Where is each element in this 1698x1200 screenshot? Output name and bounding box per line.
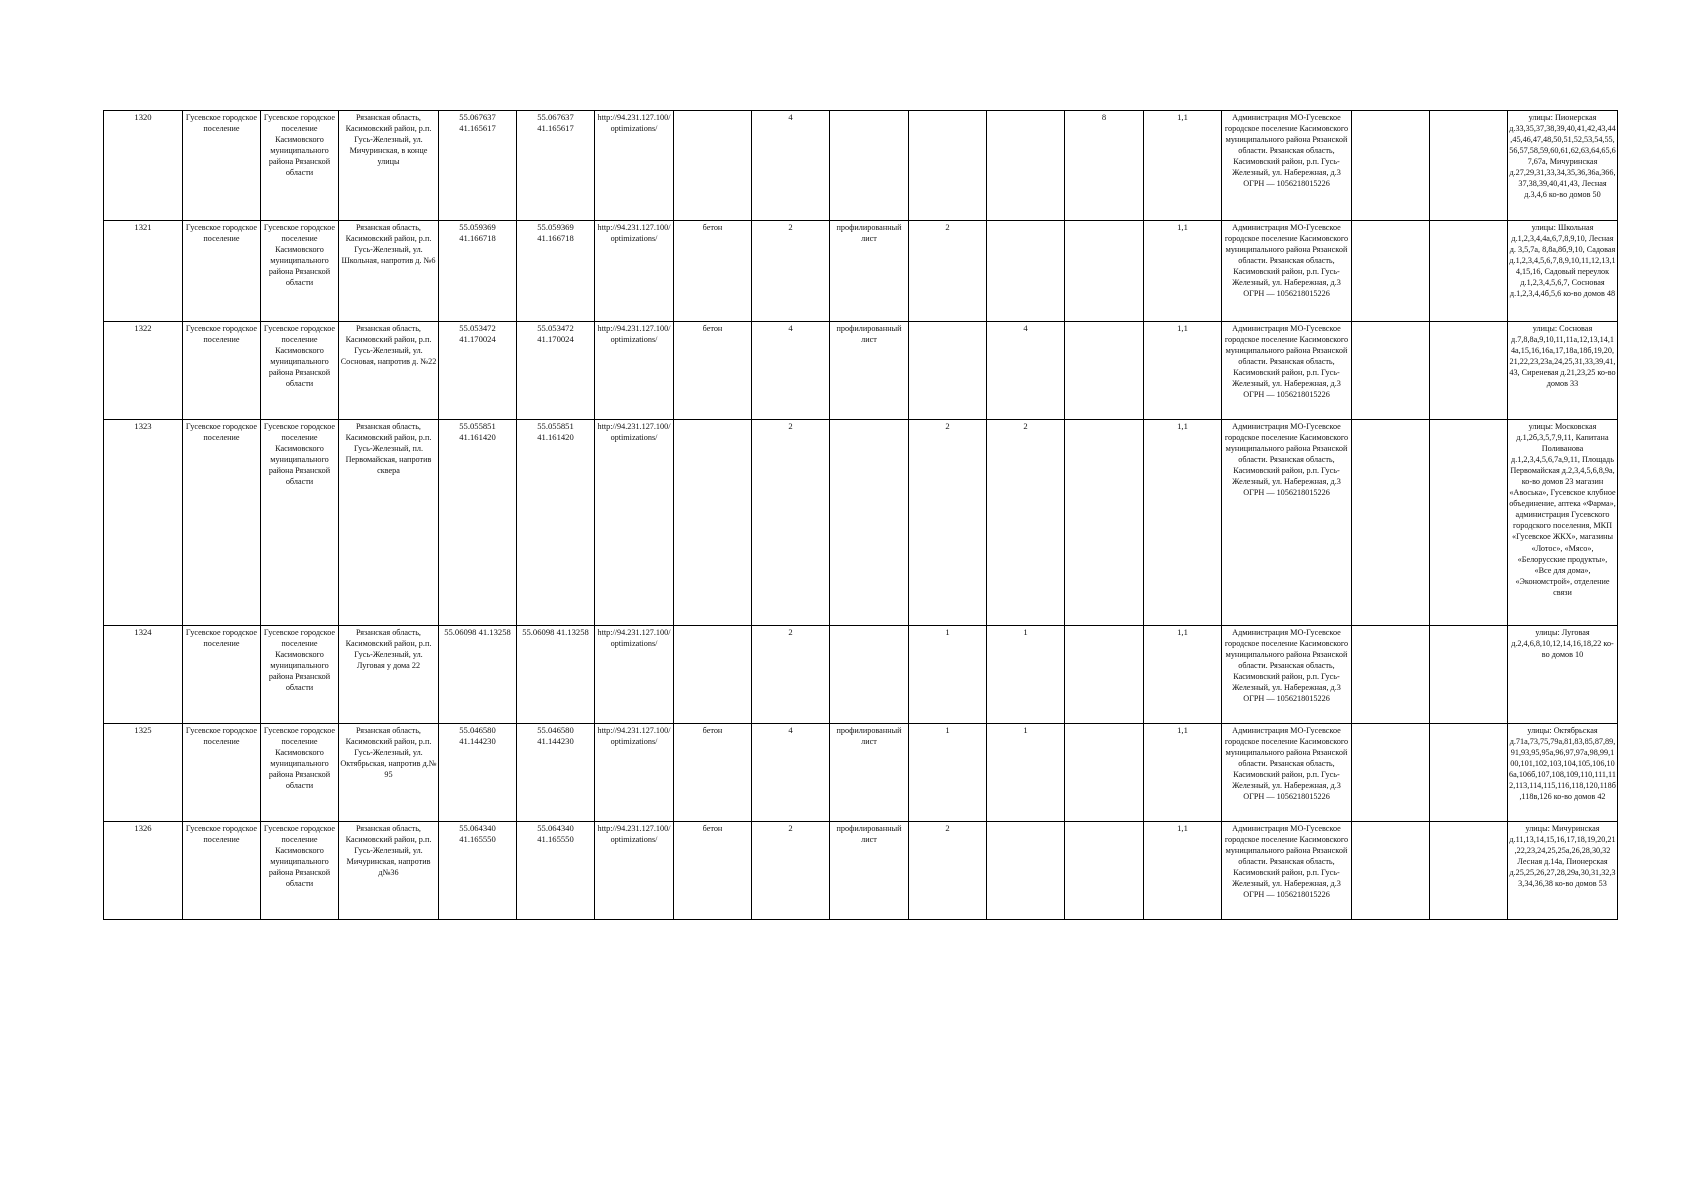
operator-cell: Администрация МО-Гусевское городское поселение Касимовского муниципального района Рязанской области. Рязанская область, Касимовский район, р.п. Гусь-Железный, ул. Набережная, д.3 ОГРН — 1056218015226 xyxy=(1222,221,1352,322)
col12-cell xyxy=(1065,626,1144,724)
settlement-cell: Гусевское городское поселение xyxy=(183,322,261,420)
table-row xyxy=(104,420,1618,626)
latitude-cell: 55.067637 41.165617 xyxy=(439,111,517,221)
address-cell: Рязанская область, Касимовский район, р.п. Гусь-Железный, ул. Сосновая, напротив д. №22 xyxy=(339,322,439,420)
sources-cell: улицы: Московская д.1,2б,3,5,7,9,11, Капитана Поливанова д.1,2,3,4,5,6,7а,9,11, Площадь Первомайская д.2,3,4,5,6,8,9а, ко-во домов 23 магазин «Авоська», Гусевское клубное объединение, аптека «Фарма», администрация Гусевского городского поселения, МКП «Гусевское ЖКХ», магазины «Лотос», «Мясо», «Белорусские продукты», «Все для дома», «Экономстрой», отделение связи xyxy=(1508,420,1618,626)
link-cell[interactable]: http://94.231.127.100/optimizations/ xyxy=(595,322,674,420)
volume-cell: 1,1 xyxy=(1144,822,1222,920)
col11-cell: 1 xyxy=(987,724,1065,822)
link-cell[interactable]: http://94.231.127.100/optimizations/ xyxy=(595,221,674,322)
area-cell: 2 xyxy=(752,420,830,626)
operator-cell: Администрация МО-Гусевское городское поселение Касимовского муниципального района Рязанской области. Рязанская область, Касимовский район, р.п. Гусь-Железный, ул. Набережная, д.3 ОГРН — 1056218015226 xyxy=(1222,822,1352,920)
row-number: 1323 xyxy=(104,420,183,626)
area-cell: 4 xyxy=(752,111,830,221)
latitude-cell: 55.055851 41.161420 xyxy=(439,420,517,626)
registry-sheet xyxy=(103,110,1618,920)
area-cell: 4 xyxy=(752,724,830,822)
col16-cell xyxy=(1430,420,1508,626)
sources-cell: улицы: Сосновая д.7,8,8а,9,10,11,11а,12,13,14,14а,15,16,16а,17,18а,18б,19,20,21,22,23,23а,24,25,31,33,39,41,43, Сиреневая д.21,23,25 ко-во домов 33 xyxy=(1508,322,1618,420)
col16-cell xyxy=(1430,724,1508,822)
settlement-cell: Гусевское городское поселение xyxy=(183,420,261,626)
table-row xyxy=(104,322,1618,420)
fence-cell: профилированный лист xyxy=(830,322,909,420)
owner-cell: Гусевское городское поселение Касимовского муниципального района Рязанской области xyxy=(261,822,339,920)
sources-cell: улицы: Мичуринская д.11,13,14,15,16,17,18,19,20,21,22,23,24,25,25а,26,28,30,32 Лесная д.14а, Пионерская д.25,25,26,27,28,29а,30,31,32,33,34,36,38 ко-во домов 53 xyxy=(1508,822,1618,920)
col15-cell xyxy=(1352,111,1430,221)
area-cell: 2 xyxy=(752,221,830,322)
owner-cell: Гусевское городское поселение Касимовского муниципального района Рязанской области xyxy=(261,111,339,221)
address-cell: Рязанская область, Касимовский район, р.п. Гусь-Железный, ул. Мичуринская, в конце улицы xyxy=(339,111,439,221)
volume-cell: 1,1 xyxy=(1144,221,1222,322)
longitude-cell: 55.053472 41.170024 xyxy=(517,322,595,420)
col10-cell: 1 xyxy=(909,626,987,724)
surface-cell: бетон xyxy=(674,724,752,822)
col16-cell xyxy=(1430,322,1508,420)
settlement-cell: Гусевское городское поселение xyxy=(183,822,261,920)
latitude-cell: 55.06098 41.13258 xyxy=(439,626,517,724)
volume-cell: 1,1 xyxy=(1144,322,1222,420)
table-row xyxy=(104,724,1618,822)
owner-cell: Гусевское городское поселение Касимовского муниципального района Рязанской области xyxy=(261,626,339,724)
col10-cell xyxy=(909,322,987,420)
sources-cell: улицы: Октябрьская д.71а,73,75,79а,81,83,85,87,89,91,93,95,95а,96,97,97а,98,99,100,101,102,103,104,105,106,106а,106б,107,108,109,110,111,112,113,114,115,116,118,120,118б,118в,126 ко-во домов 42 xyxy=(1508,724,1618,822)
sources-cell: улицы: Школьная д.1,2,3,4,4а,6,7,8,9,10, Лесная д. 3,5,7а, 8,8а,8б,9,10, Садовая д.1,2,3,4,5,6,7,8,9,10,11,12,13,14,15,16, Садовый переулок д.1,2,3,4,5,6,7, Сосновая д.1,2,3,4,4б,5,6 ко-во домов 48 xyxy=(1508,221,1618,322)
col10-cell: 2 xyxy=(909,221,987,322)
owner-cell: Гусевское городское поселение Касимовского муниципального района Рязанской области xyxy=(261,322,339,420)
table-body xyxy=(104,111,1618,920)
fence-cell xyxy=(830,420,909,626)
surface-cell: бетон xyxy=(674,822,752,920)
link-cell[interactable]: http://94.231.127.100/optimizations/ xyxy=(595,822,674,920)
col15-cell xyxy=(1352,822,1430,920)
table-row xyxy=(104,822,1618,920)
longitude-cell: 55.046580 41.144230 xyxy=(517,724,595,822)
row-number: 1321 xyxy=(104,221,183,322)
col11-cell xyxy=(987,111,1065,221)
col15-cell xyxy=(1352,221,1430,322)
col11-cell: 1 xyxy=(987,626,1065,724)
col11-cell xyxy=(987,822,1065,920)
volume-cell: 1,1 xyxy=(1144,420,1222,626)
address-cell: Рязанская область, Касимовский район, р.п. Гусь-Железный, ул. Октябрьская, напротив д.№ 95 xyxy=(339,724,439,822)
operator-cell: Администрация МО-Гусевское городское поселение Касимовского муниципального района Рязанской области. Рязанская область, Касимовский район, р.п. Гусь-Железный, ул. Набережная, д.3 ОГРН — 1056218015226 xyxy=(1222,322,1352,420)
owner-cell: Гусевское городское поселение Касимовского муниципального района Рязанской области xyxy=(261,221,339,322)
sources-cell: улицы: Пионерская д.33,35,37,38,39,40,41,42,43,44,45,46,47,48,50,51,52,53,54,55,56,57,58,59,60,61,62,63,64,65,67,67а, Мичуринская д.27,29,31,33,34,35,36,36а,366,37,38,39,40,41,43, Лесная д.3,4,6 ко-во домов 50 xyxy=(1508,111,1618,221)
table-row xyxy=(104,626,1618,724)
row-number: 1320 xyxy=(104,111,183,221)
surface-cell: бетон xyxy=(674,221,752,322)
row-number: 1326 xyxy=(104,822,183,920)
col10-cell: 1 xyxy=(909,724,987,822)
surface-cell: бетон xyxy=(674,322,752,420)
table-row xyxy=(104,221,1618,322)
settlement-cell: Гусевское городское поселение xyxy=(183,724,261,822)
table-row xyxy=(104,111,1618,221)
col11-cell: 4 xyxy=(987,322,1065,420)
operator-cell: Администрация МО-Гусевское городское поселение Касимовского муниципального района Рязанской области. Рязанская область, Касимовский район, р.п. Гусь-Железный, ул. Набережная, д.3 ОГРН — 1056218015226 xyxy=(1222,420,1352,626)
longitude-cell: 55.055851 41.161420 xyxy=(517,420,595,626)
address-cell: Рязанская область, Касимовский район, р.п. Гусь-Железный, ул. Школьная, напротив д. №6 xyxy=(339,221,439,322)
address-cell: Рязанская область, Касимовский район, р.п. Гусь-Железный, ул. Мичуринская, напротив д№36 xyxy=(339,822,439,920)
row-number: 1322 xyxy=(104,322,183,420)
volume-cell: 1,1 xyxy=(1144,724,1222,822)
col12-cell xyxy=(1065,221,1144,322)
col16-cell xyxy=(1430,221,1508,322)
surface-cell xyxy=(674,111,752,221)
col15-cell xyxy=(1352,724,1430,822)
fence-cell: профилированный лист xyxy=(830,822,909,920)
area-cell: 2 xyxy=(752,822,830,920)
col10-cell: 2 xyxy=(909,420,987,626)
volume-cell: 1,1 xyxy=(1144,111,1222,221)
col12-cell: 8 xyxy=(1065,111,1144,221)
surface-cell xyxy=(674,626,752,724)
operator-cell: Администрация МО-Гусевское городское поселение Касимовского муниципального района Рязанской области. Рязанская область, Касимовский район, р.п. Гусь-Железный, ул. Набережная, д.3 ОГРН — 1056218015226 xyxy=(1222,111,1352,221)
address-cell: Рязанская область, Касимовский район, р.п. Гусь-Железный, пл. Первомайская, напротив сквера xyxy=(339,420,439,626)
col10-cell: 2 xyxy=(909,822,987,920)
fence-cell: профилированный лист xyxy=(830,221,909,322)
latitude-cell: 55.053472 41.170024 xyxy=(439,322,517,420)
row-number: 1324 xyxy=(104,626,183,724)
link-cell[interactable]: http://94.231.127.100/optimizations/ xyxy=(595,111,674,221)
col16-cell xyxy=(1430,822,1508,920)
owner-cell: Гусевское городское поселение Касимовского муниципального района Рязанской области xyxy=(261,724,339,822)
longitude-cell: 55.06098 41.13258 xyxy=(517,626,595,724)
col12-cell xyxy=(1065,322,1144,420)
fence-cell: профилированный лист xyxy=(830,724,909,822)
address-cell: Рязанская область, Касимовский район, р.п. Гусь-Железный, ул. Луговая у дома 22 xyxy=(339,626,439,724)
row-number: 1325 xyxy=(104,724,183,822)
link-cell[interactable]: http://94.231.127.100/optimizations/ xyxy=(595,724,674,822)
col11-cell xyxy=(987,221,1065,322)
col10-cell xyxy=(909,111,987,221)
col16-cell xyxy=(1430,626,1508,724)
col15-cell xyxy=(1352,322,1430,420)
col16-cell xyxy=(1430,111,1508,221)
container-sites-table xyxy=(103,110,1618,920)
longitude-cell: 55.067637 41.165617 xyxy=(517,111,595,221)
col11-cell: 2 xyxy=(987,420,1065,626)
col12-cell xyxy=(1065,420,1144,626)
col12-cell xyxy=(1065,822,1144,920)
settlement-cell: Гусевское городское поселение xyxy=(183,111,261,221)
latitude-cell: 55.046580 41.144230 xyxy=(439,724,517,822)
volume-cell: 1,1 xyxy=(1144,626,1222,724)
settlement-cell: Гусевское городское поселение xyxy=(183,221,261,322)
link-cell[interactable]: http://94.231.127.100/optimizations/ xyxy=(595,420,674,626)
col15-cell xyxy=(1352,420,1430,626)
latitude-cell: 55.064340 41.165550 xyxy=(439,822,517,920)
operator-cell: Администрация МО-Гусевское городское поселение Касимовского муниципального района Рязанской области. Рязанская область, Касимовский район, р.п. Гусь-Железный, ул. Набережная, д.3 ОГРН — 1056218015226 xyxy=(1222,724,1352,822)
surface-cell xyxy=(674,420,752,626)
settlement-cell: Гусевское городское поселение xyxy=(183,626,261,724)
area-cell: 4 xyxy=(752,322,830,420)
operator-cell: Администрация МО-Гусевское городское поселение Касимовского муниципального района Рязанской области. Рязанская область, Касимовский район, р.п. Гусь-Железный, ул. Набережная, д.3 ОГРН — 1056218015226 xyxy=(1222,626,1352,724)
longitude-cell: 55.059369 41.166718 xyxy=(517,221,595,322)
area-cell: 2 xyxy=(752,626,830,724)
fence-cell xyxy=(830,111,909,221)
longitude-cell: 55.064340 41.165550 xyxy=(517,822,595,920)
sources-cell: улицы: Луговая д.2,4,6,8,10,12,14,16,18,22 ко-во домов 10 xyxy=(1508,626,1618,724)
latitude-cell: 55.059369 41.166718 xyxy=(439,221,517,322)
owner-cell: Гусевское городское поселение Касимовского муниципального района Рязанской области xyxy=(261,420,339,626)
col15-cell xyxy=(1352,626,1430,724)
col12-cell xyxy=(1065,724,1144,822)
link-cell[interactable]: http://94.231.127.100/optimizations/ xyxy=(595,626,674,724)
fence-cell xyxy=(830,626,909,724)
